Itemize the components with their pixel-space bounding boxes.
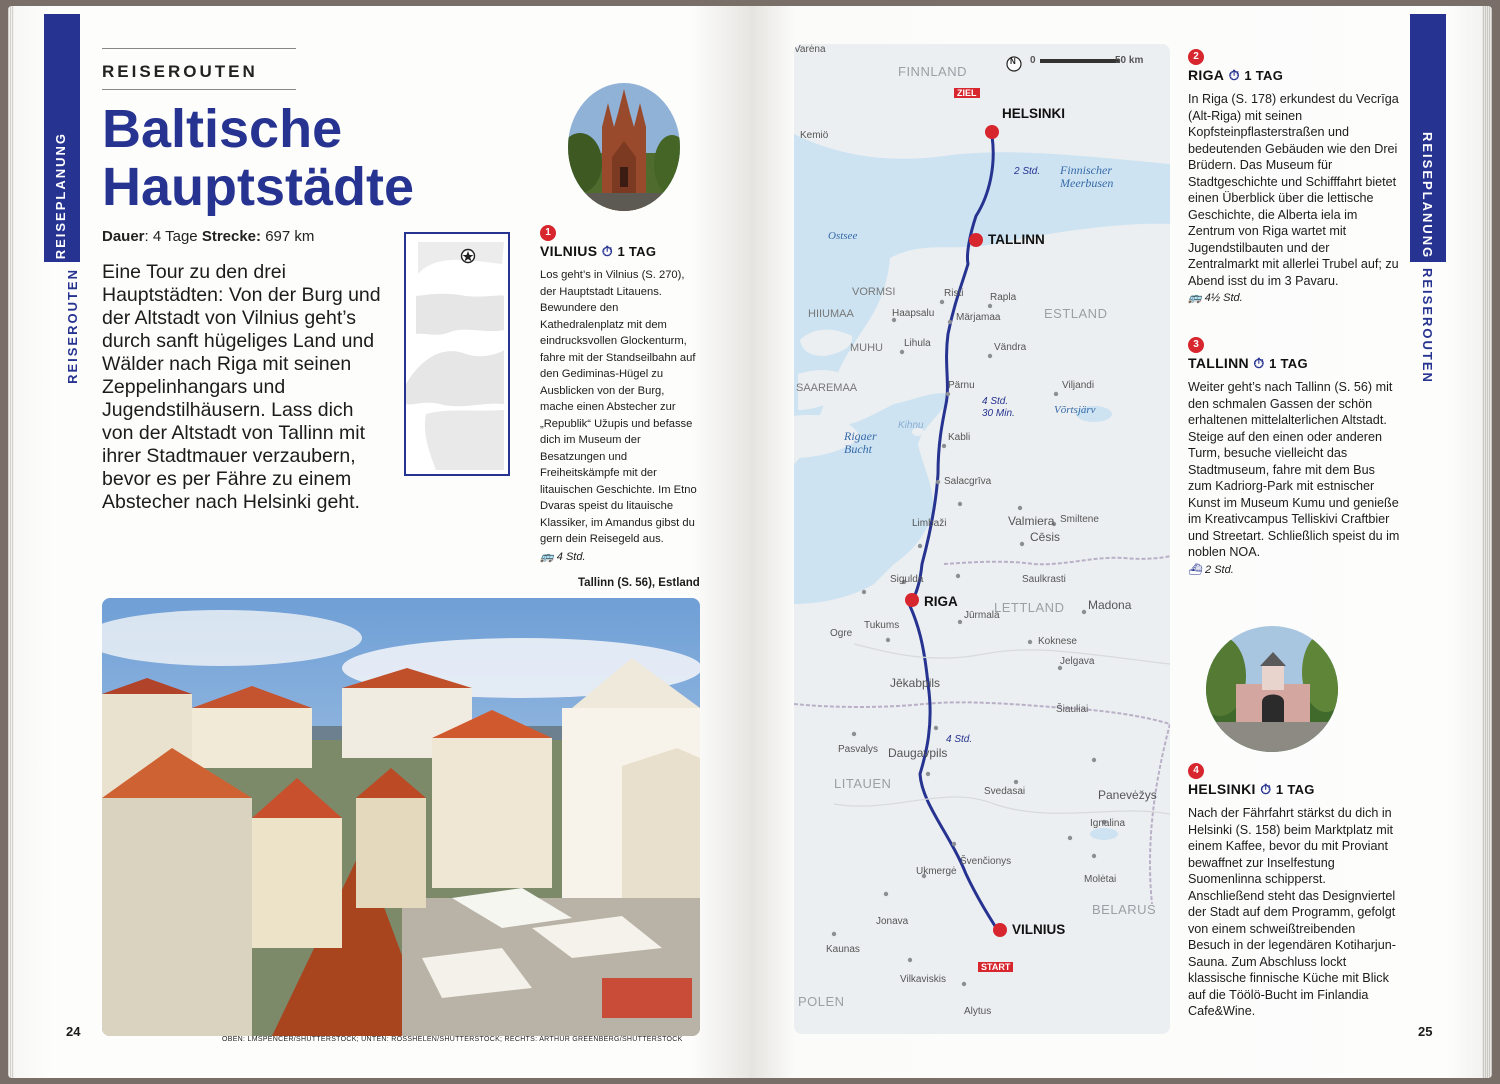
right-page <box>750 6 1492 1078</box>
distance-label: Strecke: <box>201 228 262 245</box>
country-label: ESTLAND <box>1044 306 1108 321</box>
city-label: RIGA <box>924 594 958 609</box>
section-label: REISEROUTEN <box>102 62 258 81</box>
place-label: Varėna <box>794 44 826 55</box>
city-label: VILNIUS <box>1012 922 1066 937</box>
stop-name: TALLINN <box>1188 355 1249 371</box>
place-label: Smiltene <box>1060 514 1099 525</box>
left-page <box>8 6 750 1078</box>
country-label: FINNLAND <box>898 64 968 79</box>
place-label: Ogre <box>830 628 853 639</box>
place-label: Šiauliai <box>1056 704 1089 715</box>
travel-time: 4½ Std. <box>1204 292 1243 304</box>
travel-info <box>1188 563 1400 576</box>
tallinn-photo <box>102 598 700 1036</box>
place-label: Koknese <box>1038 636 1077 647</box>
clock-icon: ⏱ <box>601 243 614 259</box>
suomenlinna-photo <box>1206 626 1338 752</box>
stop-duration: 1 TAG <box>617 244 657 259</box>
place-label: Jēkabpils <box>890 676 941 690</box>
island-label: HIIUMAA <box>808 308 854 320</box>
ferry-icon: ⛴ <box>1188 563 1202 576</box>
page-number: 24 <box>66 1024 81 1039</box>
chapter-tab <box>1410 14 1446 262</box>
lake-label: Võrtsjärv <box>1054 404 1096 416</box>
stop-text: Nach der Fährfahrt stärkst du dich in Helsinki (S. 158) beim Marktplatz mit einem Kaffee, bevor du mit Proviant bewaffnet zur Inselfestung Suomenlinna schipperst. Anschließend steht das Designviertel der Stadt auf dem Programm, gefolgt von einem schweißtreibenden Besuch in der legendären Kotiharjun-Sauna. Zum Abschluss lockt klassische finnische Küche mit Blick auf die Töölö-Bucht im Finlandia Cafe&Wine. <box>1188 806 1396 1018</box>
city-label: TALLINN <box>988 232 1045 247</box>
divider <box>102 89 296 90</box>
place-label: Švenčionys <box>960 856 1012 867</box>
place-label: Jelgava <box>1060 656 1095 667</box>
stop-number-badge: 4 <box>1188 763 1204 779</box>
place-label: Kabli <box>948 432 971 443</box>
city-label: HELSINKI <box>1002 106 1066 121</box>
island-label: Kihnu <box>898 420 924 431</box>
place-label: Sigulda <box>890 574 924 585</box>
stop-2 <box>1188 46 1400 304</box>
country-label: POLEN <box>798 994 845 1009</box>
scale-zero: 0 <box>1030 55 1036 66</box>
place-label: Saulkrasti <box>1022 574 1066 585</box>
photo-credits: OBEN: LMSPENCER/SHUTTERSTOCK; UNTEN: ROSSHELEN/SHUTTERSTOCK; RECHTS: ARTHUR GREENBERG/SHUTTERSTOCK <box>222 1036 683 1043</box>
stop-1 <box>540 222 700 563</box>
stop-duration: 1 TAG <box>1269 356 1308 371</box>
clock-icon: ⏱ <box>1260 781 1272 797</box>
stop-name: RIGA <box>1188 67 1225 83</box>
place-label: Pasvalys <box>838 744 879 755</box>
stop-number-badge: 2 <box>1188 49 1204 65</box>
duration-label: Dauer <box>102 228 145 245</box>
place-label: Tukums <box>864 620 900 631</box>
route-map[interactable] <box>794 44 1170 1034</box>
place-label: Jūrmala <box>964 610 1000 621</box>
section-tab-label: REISEROUTEN <box>65 268 80 384</box>
place-label: Haapsalu <box>892 308 935 319</box>
stop-3 <box>1188 334 1400 576</box>
sea-label: Rigaer Bucht <box>844 429 877 456</box>
place-label: Svedasai <box>984 786 1026 797</box>
chapter-tab-label: REISEPLANUNG <box>53 132 68 260</box>
place-label: Rapla <box>990 292 1017 303</box>
trip-meta: Dauer: 4 Tage Strecke: 697 km <box>102 228 315 245</box>
place-label: Alytus <box>964 1006 992 1017</box>
stop-number-badge: 1 <box>540 225 556 241</box>
place-label: Pärnu <box>948 380 975 391</box>
stop-name: VILNIUS <box>540 243 598 259</box>
stop-text: Los geht’s in Vilnius (S. 270), der Hauptstadt Litauens. Bewundere den Kathedralenplatz mit dem eindrucksvollen Glockenturm, fahre mit der Standseilbahn auf den Gediminas-Hügel zu Ausblicken von der Burg, mache einen Abstecher zur „Republik“ Užupis und befasse dich im Museum der Besatzungen und Freiheitskämpfe mit der litauischen Geschichte. Im Etno Dvaras speist du litauische Klassiker, im Amandus gibst du gern dein Reisegeld aus. <box>540 269 697 545</box>
travel-info <box>1188 291 1400 304</box>
stop-duration: 1 TAG <box>1244 68 1284 83</box>
divider <box>102 48 296 49</box>
title-line-2: Hauptstädte <box>102 157 415 217</box>
ziel-marker: ZIEL <box>954 88 980 98</box>
sea-label: Finnischer Meerbusen <box>1060 163 1114 190</box>
church-photo <box>568 83 680 211</box>
place-label: Vändra <box>994 342 1027 353</box>
chapter-tab <box>44 14 80 262</box>
place-label: Limbaži <box>912 518 947 529</box>
stop-4 <box>1188 760 1400 1020</box>
place-label: Salacgrīva <box>944 476 992 487</box>
bus-icon: 🚌 <box>540 550 554 563</box>
place-label: Märjamaa <box>956 312 1001 323</box>
scale-km: 50 km <box>1115 55 1144 66</box>
page-edge <box>1482 6 1492 1078</box>
distance-value: 697 km <box>265 228 315 245</box>
place-label: Ukmergė <box>916 866 957 877</box>
stop-text: Weiter geht’s nach Tallinn (S. 56) mit den schmalen Gassen der schön erhaltenen mittelalterlichen Altstadt. Steige auf den einen oder anderen Turm, besuche vielleicht das Stadtmuseum, fahre mit dem Bus zum Kadriorg-Park mit estnischer Kunst im Museum Kumu und genieße im Kreativcampus Telliskivi Craftbier und Streetart. Schließlich speist du im noblen NOA. <box>1188 380 1400 559</box>
place-label: Vilkaviskis <box>900 974 946 985</box>
route-time: 4 Std. 30 Min. <box>982 396 1015 419</box>
page-edge <box>8 6 14 1078</box>
place-label: Jonava <box>876 916 909 927</box>
place-label: Molėtai <box>1084 874 1117 885</box>
place-label: Kaunas <box>826 944 860 955</box>
country-label: LITAUEN <box>834 776 892 791</box>
place-label: Kemiö <box>800 130 829 141</box>
stop-number-badge: 3 <box>1188 337 1204 353</box>
island-label: MUHU <box>850 342 883 354</box>
place-label: Lihula <box>904 338 931 349</box>
country-label: BELARUS <box>1092 902 1157 917</box>
title-line-1: Baltische <box>102 99 343 159</box>
intro-text: Eine Tour zu den drei Hauptstädten: Von der Burg und der Altstadt von Vilnius geht’s durch sanft hügeliges Land und Wälder nach Riga mit seinen Zeppelinhangars und Jugendstilhäusern. Lass dich von der Altstadt von Tallinn mit ihrer Stadtmauer verzaubern, bevor es per Fähre zu einem Abstecher nach Helsinki geht. <box>102 261 381 513</box>
north-arrow-icon: N <box>1010 57 1016 66</box>
route-time: 4 Std. <box>946 734 973 745</box>
place-label: Madona <box>1088 598 1132 612</box>
place-label: Viljandi <box>1062 380 1095 391</box>
start-marker: START <box>978 962 1013 972</box>
section-tab-label: REISEROUTEN <box>1420 268 1435 384</box>
island-label: SAAREMAA <box>796 382 858 394</box>
country-label: LETTLAND <box>994 600 1065 615</box>
chapter-tab-label: REISEPLANUNG <box>1420 132 1435 260</box>
place-label: Valmiera <box>1008 514 1055 528</box>
duration-value: 4 Tage <box>152 228 198 245</box>
bus-icon: 🚌 <box>1188 292 1202 304</box>
photo-caption: Tallinn (S. 56), Estland <box>578 577 700 589</box>
page-number: 25 <box>1418 1024 1433 1039</box>
place-label: Risti <box>944 288 964 299</box>
island-label: VORMSI <box>852 286 896 298</box>
stop-name: HELSINKI <box>1188 781 1256 797</box>
clock-icon: ⏱ <box>1253 355 1265 371</box>
travel-time: 4 Std. <box>556 550 586 563</box>
sea-label: Ostsee <box>828 230 858 242</box>
place-label: Ignalina <box>1090 818 1126 829</box>
place-label: Daugavpils <box>888 746 948 760</box>
travel-info <box>540 550 700 563</box>
stop-duration: 1 TAG <box>1275 782 1315 797</box>
page-title <box>102 100 414 216</box>
place-label: Cēsis <box>1030 530 1061 544</box>
travel-time: 2 Std. <box>1205 563 1234 576</box>
clock-icon: ⏱ <box>1228 67 1240 83</box>
stop-text: In Riga (S. 178) erkundest du Vecrīga (Alt-Riga) mit seinen Kopfsteinpflasterstraßen und bedeutenden Gebäuden wie den Drei Brüdern. Das Museum für Stadtgeschichte und Schifffahrt bietet einen Überblick über die lettische Geschichte, die Alberta iela im Zentrum von Riga wartet mit Jugendstilbauten und der Zentralmarkt mit allerlei Trubel auf; zu Abend isst du im 3 Pavaru. <box>1188 92 1399 288</box>
route-time: 2 Std. <box>1014 166 1041 177</box>
locator-map <box>404 232 510 476</box>
place-label: Panevėžys <box>1098 788 1157 802</box>
